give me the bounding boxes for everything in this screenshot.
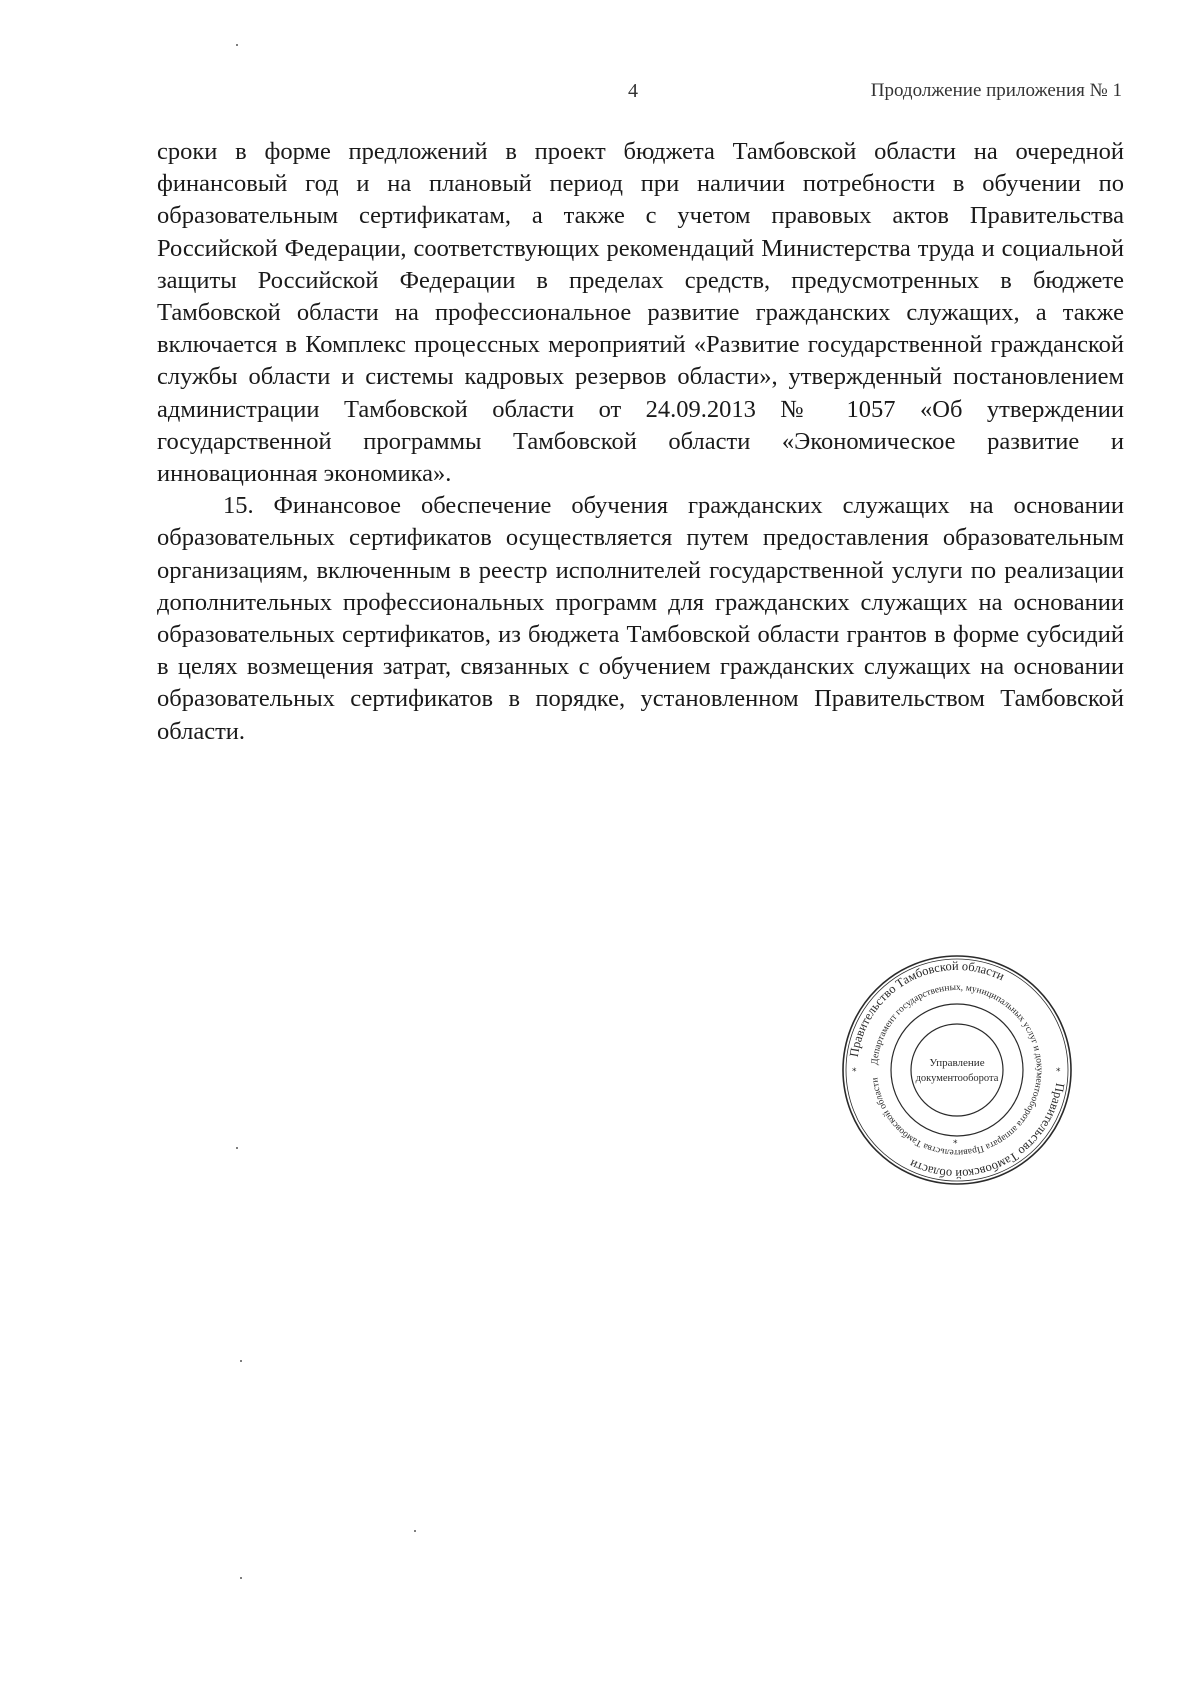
scan-speck (236, 44, 238, 46)
paragraph-15: 15. Финансовое обеспечение обучения гражданских служащих на основании образовательных сертификатов осуществляется путем предоставления образовательным организациям, включенным в реестр исполнителей государственной услуги по реализации дополнительных профессиональных программ для гражданских служащих на основании образовательных сертификатов, из бюджета Тамбовской области грантов в форме субсидий в целях возмещения затрат, связанных с обучением гражданских служащих на основании образовательных сертификатов в порядке, установленном Правительством Тамбовской области. (157, 492, 1124, 745)
scan-speck (240, 1577, 242, 1579)
paragraph-continuation: сроки в форме предложений в проект бюджета Тамбовской области на очередной финансовый год и на плановый период при наличии потребности в обучении по образовательным сертификатам, а также с учетом правовых актов Правительства Российской Федерации, соответствующих рекомендаций Министерства труда и социальной защиты Российской Федерации в пределах средств, предусмотренных в бюджете Тамбовской области на профессиональное развитие гражданских служащих, а также включается в Комплекс процессных мероприятий «Развитие государственной гражданской службы области и системы кадровых резервов области», утвержденный постановлением администрации Тамбовской области от 24.09.2013 № 1057 «Об утверждении государственной программы Тамбовской области «Экономическое развитие и инновационная экономика». (157, 138, 1124, 488)
body-text (157, 136, 1124, 748)
continuation-note: Продолжение приложения № 1 (870, 80, 1122, 101)
seal-outer-ring-text: Правительство Тамбовской области (846, 958, 1007, 1058)
seal-star-left-icon: * (852, 1067, 857, 1077)
seal-outer-ring-text-bottom: Правительство Тамбовской области (907, 1082, 1068, 1182)
seal-center-line-1: Управление (929, 1057, 985, 1069)
seal-center-line-2: документооборота (915, 1073, 999, 1084)
scan-speck (236, 1147, 238, 1149)
scan-speck (240, 1360, 242, 1362)
seal-inner-circle (911, 1024, 1003, 1116)
page-number: 4 (628, 80, 638, 102)
seal-star-bottom-icon: * (953, 1139, 958, 1149)
scan-speck (414, 1530, 416, 1532)
seal-graphic (840, 953, 1074, 1187)
seal-inner-ring-text: Департамент государственных, муниципальных услуг и документооборота аппарата Правительства Тамбовской области (870, 982, 1045, 1158)
seal-star-right-icon: * (1056, 1067, 1061, 1077)
official-seal-stamp (840, 953, 1074, 1187)
